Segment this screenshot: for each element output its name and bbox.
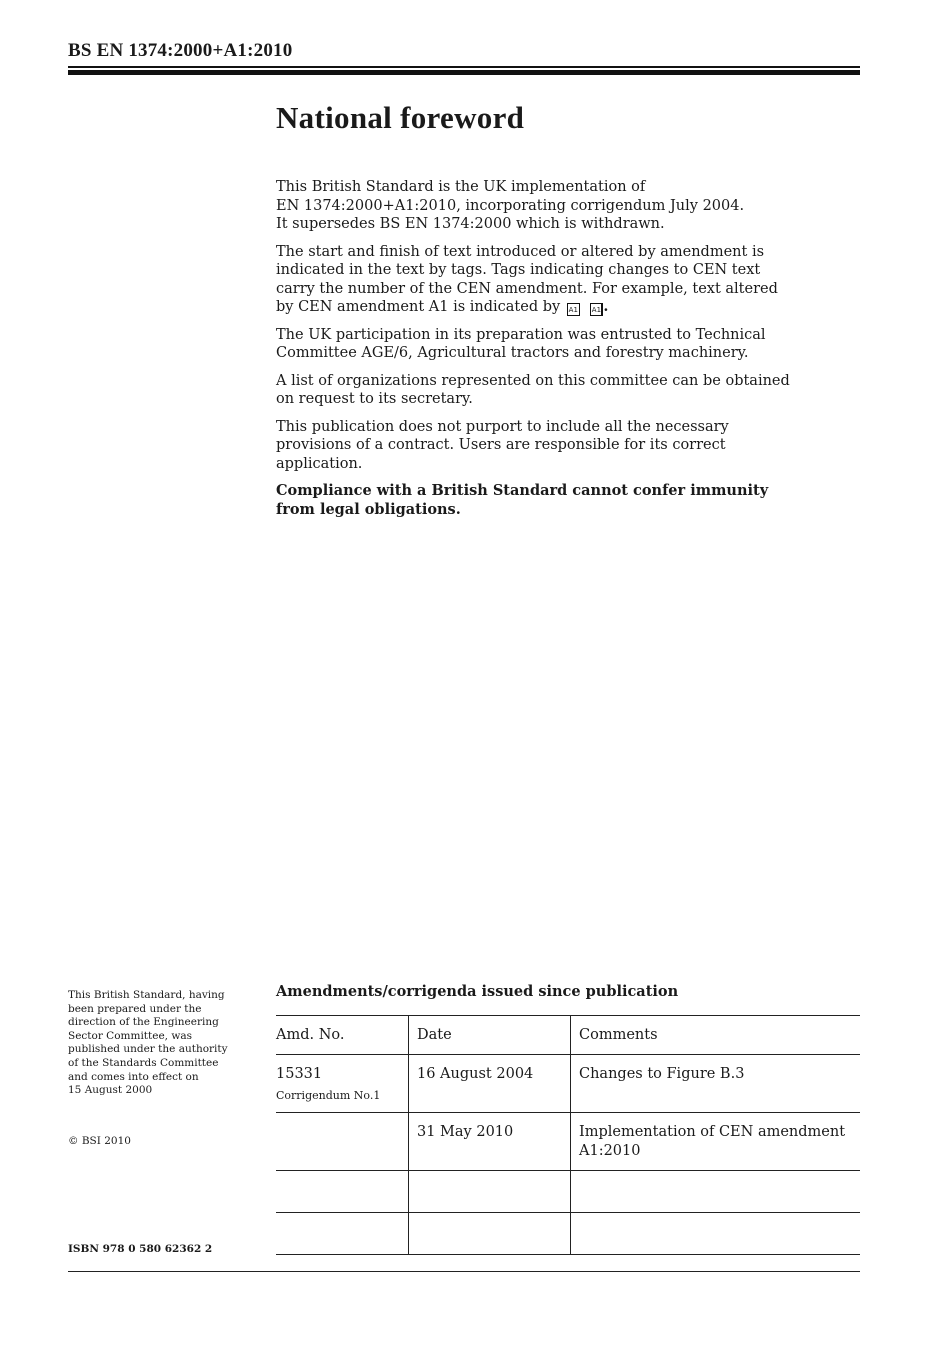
note-line: Sector Committee, was [68,1029,192,1042]
amendments-table [276,1015,860,1255]
text-line: carry the number of the CEN amendment. For example, text altered [276,280,778,297]
note-line: of the Standards Committee [68,1056,219,1069]
amendment-start-tag-icon: A1 [567,303,580,316]
foreword-body [276,178,816,528]
column-header-comments: Comments [571,1016,861,1055]
note-line: and comes into effect on [68,1070,199,1083]
text-fragment: by CEN amendment A1 is indicated by [276,299,561,315]
header-rule-thick [68,70,860,75]
cell-date: 31 May 2010 [409,1113,571,1171]
cell-comments [571,1055,861,1113]
note-line: published under the authority [68,1043,228,1056]
cell-amd-no [276,1213,409,1255]
table-row [276,1113,860,1171]
column-header-amd-no: Amd. No. [276,1016,409,1055]
cell-date: 16 August 2004 [409,1055,571,1113]
text-fragment: . [603,298,609,315]
comment-line: A1:2010 [579,1143,641,1159]
table-header-row [276,1016,860,1055]
note-line: direction of the Engineering [68,1016,219,1029]
text-line: A list of organizations represented on this committee can be obtained [276,372,790,389]
note-line: 15 August 2000 [68,1084,153,1097]
page-title: National foreword [276,100,525,135]
text-line: The UK participation in its preparation was entrusted to Technical [276,326,766,343]
text-line: This publication does not purport to include all the necessary [276,418,729,435]
text-line [276,298,816,317]
amd-note: Corrigendum No.1 [276,1089,381,1102]
publication-note [68,989,258,1098]
amd-number: 15331 [276,1066,323,1082]
amendment-end-tag-icon: A1 [590,303,603,316]
text-line: from legal obligations. [276,500,461,518]
cell-amd-no [276,1055,409,1113]
column-header-date: Date [409,1016,571,1055]
paragraph-organizations [276,372,816,409]
amendments-title: Amendments/corrigenda issued since publication [276,983,679,1000]
cell-amd-no [276,1171,409,1213]
copyright-notice: © BSI 2010 [68,1135,131,1147]
text-line: Compliance with a British Standard cannot confer immunity [276,482,769,499]
paragraph-committee [276,326,816,363]
isbn-number: ISBN 978 0 580 62362 2 [68,1243,213,1255]
note-line: This British Standard, having [68,989,225,1001]
paragraph-contract [276,418,816,474]
text-line: It supersedes BS EN 1374:2000 which is withdrawn. [276,216,665,232]
cell-date [409,1171,571,1213]
paragraph-compliance [276,482,816,519]
cell-comments [571,1113,861,1171]
cell-date [409,1213,571,1255]
document-code: BS EN 1374:2000+A1:2010 [68,40,293,61]
paragraph-amendment-tags [276,243,816,317]
footer-rule [68,1271,860,1272]
text-line: Committee AGE/6, Agricultural tractors and forestry machinery. [276,345,749,361]
table-row [276,1055,860,1113]
header-rule-thin [68,66,860,68]
text-line: indicated in the text by tags. Tags indicating changes to CEN text [276,262,761,278]
table-row [276,1171,860,1213]
note-line: been prepared under the [68,1002,202,1015]
cell-comments [571,1213,861,1255]
text-line: EN 1374:2000+A1:2010, incorporating corrigendum July 2004. [276,197,745,214]
text-line: provisions of a contract. Users are responsible for its correct [276,437,726,453]
text-line: The start and finish of text introduced or altered by amendment is [276,243,765,260]
text-line: on request to its secretary. [276,391,473,407]
text-line: application. [276,455,363,472]
text-line: This British Standard is the UK implementation of [276,179,646,195]
cell-amd-no [276,1113,409,1171]
paragraph-implementation [276,178,816,234]
comment-line: Changes to Figure B.3 [579,1066,745,1082]
table-row [276,1213,860,1255]
cell-comments [571,1171,861,1213]
comment-line: Implementation of CEN amendment [579,1124,846,1140]
